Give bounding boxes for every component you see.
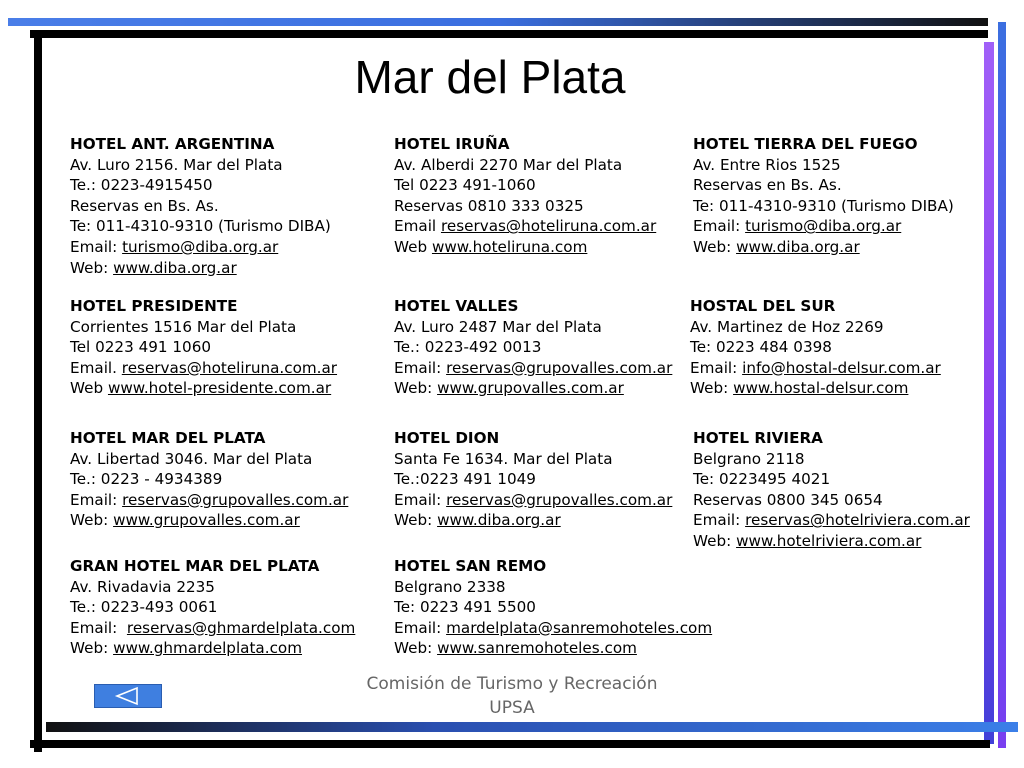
slide-title: Mar del Plata [354,51,626,103]
hotel-info-line: Corrientes 1516 Mar del Plata [70,317,297,336]
contact-prefix: Email: [394,490,447,509]
hotel-riviera [693,428,970,552]
hotel-name: HOTEL VALLES [394,297,519,315]
hotel-contact-line [70,490,348,511]
contact-link[interactable]: www.hoteliruna.com [431,237,588,256]
hotel-dion [394,428,672,531]
contact-link[interactable]: www.hostal-delsur.com [733,379,909,398]
hotel-info-line: Av. Alberdi 2270 Mar del Plata [394,155,623,174]
contact-prefix: Email: [693,511,746,530]
hotel-contact-line [693,531,970,552]
contact-link[interactable]: www.diba.org.ar [736,237,860,256]
hotel-info-line: Tel 0223 491-1060 [394,176,536,195]
left-border-bar [34,30,42,752]
hotel-info-line: Te.: 0223-4915450 [70,176,213,195]
footer-line-1: Comisión de Turismo y Recreación [366,674,658,694]
hotel-valles [394,296,672,399]
hotel-name: HOTEL RIVIERA [693,429,823,447]
contact-link[interactable]: www.sanremohoteles.com [437,639,637,658]
back-button[interactable] [94,684,162,708]
hotel-contact-line [394,490,672,511]
contact-link[interactable]: reservas@hoteliruna.com.ar [121,358,338,377]
contact-link[interactable]: reservas@ghmardelplata.com [126,618,356,637]
hotel-name: HOSTAL DEL SUR [690,297,836,315]
hotel-contact-line [70,510,348,531]
top-border-bar-thin [8,18,988,26]
contact-link[interactable]: turismo@diba.org.ar [122,237,279,256]
hotel-contact-line [690,378,941,399]
hotel-info-line: Belgrano 2338 [394,577,506,596]
hotel-contact-line [394,510,672,531]
contact-prefix: Web: [394,639,438,658]
contact-prefix: Email: [70,490,123,509]
contact-link[interactable]: www.grupovalles.com.ar [113,511,300,530]
contact-prefix: Email: [690,358,743,377]
hotel-info-line: Reservas en Bs. As. [70,196,219,215]
hotel-info-line: Te: 0223 484 0398 [690,338,832,357]
gran-hotel-mar-del-plata [70,556,355,659]
hotel-info-line: Av. Rivadavia 2235 [70,577,215,596]
bottom-border-bar [30,740,990,748]
hotel-contact-line [394,378,672,399]
top-border-bar [30,30,988,38]
contact-prefix: Web: [70,258,114,277]
hotel-info-line: Te: 0223 491 5500 [394,598,536,617]
hotel-iruna [394,134,656,258]
contact-prefix: Email: [394,358,447,377]
contact-prefix: Web: [70,639,114,658]
contact-prefix: Web: [693,237,737,256]
hotel-contact-line [690,358,941,379]
contact-link[interactable]: reservas@grupovalles.com.ar [446,358,673,377]
hotel-info-line: Av. Martinez de Hoz 2269 [690,317,884,336]
hotel-name: HOTEL IRUÑA [394,135,510,153]
hotel-name: HOTEL MAR DEL PLATA [70,429,266,447]
hotel-contact-line [394,358,672,379]
contact-prefix: Web: [394,379,438,398]
hotel-name: HOTEL TIERRA DEL FUEGO [693,135,918,153]
hotel-contact-line [394,237,656,258]
contact-link[interactable]: reservas@hotelriviera.com.ar [745,511,970,530]
hotel-contact-line [394,618,712,639]
contact-link[interactable]: reservas@hoteliruna.com.ar [440,217,657,236]
contact-link[interactable]: info@hostal-delsur.com.ar [742,358,941,377]
hotel-name: HOTEL ANT. ARGENTINA [70,135,275,153]
hotel-san-remo [394,556,712,659]
contact-prefix: Email [394,217,441,236]
footer-line-2: UPSA [489,698,535,718]
hotel-info-line: Te.: 0223-492 0013 [394,338,542,357]
hotel-info-line: Reservas en Bs. As. [693,176,842,195]
hotel-presidente [70,296,337,399]
hotel-info-line: Te: 011-4310-9310 (Turismo DIBA) [693,196,954,215]
contact-prefix: Web: [70,511,114,530]
hotel-name: HOTEL SAN REMO [394,557,547,575]
hotel-info-line: Te: 011-4310-9310 (Turismo DIBA) [70,217,331,236]
contact-prefix: Web: [690,379,734,398]
contact-link[interactable]: reservas@grupovalles.com.ar [446,490,673,509]
footer [340,672,684,720]
hotel-mar-del-plata [70,428,348,531]
contact-link[interactable]: www.grupovalles.com.ar [437,379,624,398]
contact-prefix: Web: [693,531,737,550]
right-border-bar-blue [998,22,1006,748]
contact-link[interactable]: www.diba.org.ar [437,511,561,530]
hotel-info-line: Av. Libertad 3046. Mar del Plata [70,449,313,468]
bottom-border-bar-blue [46,722,1018,732]
hotel-tierra-del-fuego [693,134,954,258]
hotel-contact-line [693,510,970,531]
hostal-del-sur [690,296,941,399]
contact-prefix: Email: [70,618,127,637]
contact-prefix: Web [394,237,432,256]
hotel-name: HOTEL DION [394,429,500,447]
hotel-contact-line [394,638,712,659]
hotel-contact-line [70,618,355,639]
hotel-info-line: Santa Fe 1634. Mar del Plata [394,449,613,468]
contact-link[interactable]: mardelplata@sanremohoteles.com [446,618,713,637]
hotel-contact-line [70,638,355,659]
triangle-left-icon [95,685,161,707]
hotel-info-line: Reservas 0800 345 0654 [693,490,883,509]
hotel-info-line: Tel 0223 491 1060 [70,338,212,357]
hotel-info-line: Te.: 0223 - 4934389 [70,470,223,489]
hotel-contact-line [693,216,954,237]
hotel-info-line: Av. Entre Rios 1525 [693,155,841,174]
contact-prefix: Web: [394,511,438,530]
hotel-info-line: Belgrano 2118 [693,449,805,468]
hotel-name: HOTEL PRESIDENTE [70,297,238,315]
hotel-info-line: Te.: 0223-493 0061 [70,598,218,617]
contact-prefix: Web [70,379,108,398]
contact-link[interactable]: reservas@grupovalles.com.ar [122,490,349,509]
contact-link[interactable]: www.hotelriviera.com.ar [736,531,922,550]
contact-link[interactable]: turismo@diba.org.ar [745,217,902,236]
hotel-contact-line [70,378,337,399]
hotel-info-line: Reservas 0810 333 0325 [394,196,584,215]
hotel-info-line: Te: 0223495 4021 [693,470,831,489]
hotel-contact-line [70,258,331,279]
hotel-info-line: Av. Luro 2156. Mar del Plata [70,155,283,174]
right-border-bar-purple [984,42,994,744]
hotel-contact-line [70,358,337,379]
contact-prefix: Email: [70,237,123,256]
contact-prefix: Email. [70,358,122,377]
hotel-contact-line [394,216,656,237]
hotel-name: GRAN HOTEL MAR DEL PLATA [70,557,320,575]
hotel-info-line: Av. Luro 2487 Mar del Plata [394,317,602,336]
contact-prefix: Email: [693,217,746,236]
contact-link[interactable]: www.diba.org.ar [113,258,237,277]
hotel-ant-argentina [70,134,331,278]
hotel-contact-line [70,237,331,258]
contact-prefix: Email: [394,618,447,637]
contact-link[interactable]: www.hotel-presidente.com.ar [107,379,332,398]
hotel-info-line: Te.:0223 491 1049 [394,470,536,489]
hotel-contact-line [693,237,954,258]
contact-link[interactable]: www.ghmardelplata.com [113,639,303,658]
